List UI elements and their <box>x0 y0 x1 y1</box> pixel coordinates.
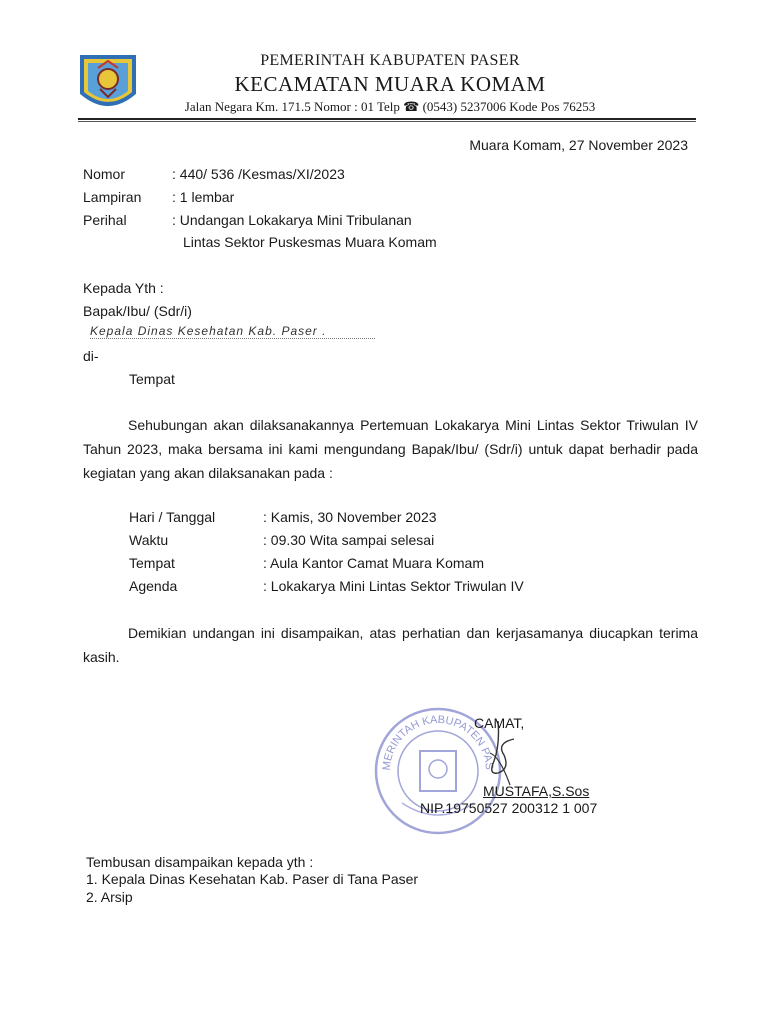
letterhead-divider-thin <box>78 121 696 122</box>
recipient-tempat: Tempat <box>129 371 175 387</box>
agenda-label-agenda: Agenda <box>129 578 178 594</box>
svg-text:PEMERINTAH KABUPATEN PASER: MERINTAH KABUPATEN PAS <box>380 713 496 771</box>
agenda-label-date: Hari / Tanggal <box>129 509 216 525</box>
lampiran-label: Lampiran <box>83 189 142 205</box>
cc-heading: Tembusan disampaikan kepada yth : <box>86 854 314 870</box>
body-paragraph-intro: Sehubungan akan dilaksanakannya Pertemuan Lokakarya Mini Lintas Sektor Triwulan IV Tahun 2023, maka bersama ini kami mengundang Bapak/Ibu/ (Sdr/i) untuk dapat berhadir pada kegiatan yang akan dilaksanakan pada : <box>83 417 698 481</box>
recipient-di: di- <box>83 348 99 364</box>
agenda-value-date: : Kamis, 30 November 2023 <box>263 509 437 525</box>
recipient-kepada: Kepada Yth : <box>83 280 164 296</box>
letterhead-address: Jalan Negara Km. 171.5 Nomor : 01 Telp ☎ (0543) 5237006 Kode Pos 76253 <box>184 99 596 114</box>
agenda-label-place: Tempat <box>129 555 175 571</box>
letterhead-divider <box>78 118 696 120</box>
letterhead-district: KECAMATAN MUARA KOMAM <box>234 72 546 96</box>
signature-name: MUSTAFA,S.Sos <box>483 783 590 799</box>
agenda-value-agenda: : Lokakarya Mini Lintas Sektor Triwulan IV <box>263 578 524 594</box>
agenda-value-time: : 09.30 Wita sampai selesai <box>263 532 435 548</box>
letter-date: Muara Komam, 27 November 2023 <box>469 137 688 153</box>
regency-logo-icon <box>78 53 138 113</box>
recipient-salutation: Bapak/Ibu/ (Sdr/i) <box>83 303 192 319</box>
perihal-value: : Undangan Lokakarya Mini Tribulanan <box>172 212 412 228</box>
nomor-value: : 440/ 536 /Kesmas/XI/2023 <box>172 166 345 182</box>
cc-item: 2. Arsip <box>86 889 133 905</box>
body-paragraph-closing: Demikian undangan ini disampaikan, atas perhatian dan kerjasamanya diucapkan terima kasih. <box>83 625 698 665</box>
recipient-handwritten: Kepala Dinas Kesehatan Kab. Paser . <box>90 324 375 339</box>
agenda-label-time: Waktu <box>129 532 169 548</box>
perihal-label: Perihal <box>83 212 127 228</box>
agenda-value-place: : Aula Kantor Camat Muara Komam <box>263 555 484 571</box>
nomor-label: Nomor <box>83 166 126 182</box>
cc-item: 1. Kepala Dinas Kesehatan Kab. Paser di Tana Paser <box>86 871 419 887</box>
signature-title: CAMAT, <box>474 715 525 731</box>
perihal-value-continued: Lintas Sektor Puskesmas Muara Komam <box>183 234 437 250</box>
signature-nip: NIP.19750527 200312 1 007 <box>420 800 598 816</box>
lampiran-value: : 1 lembar <box>172 189 235 205</box>
letterhead-government: PEMERINTAH KABUPATEN PASER <box>260 52 520 69</box>
